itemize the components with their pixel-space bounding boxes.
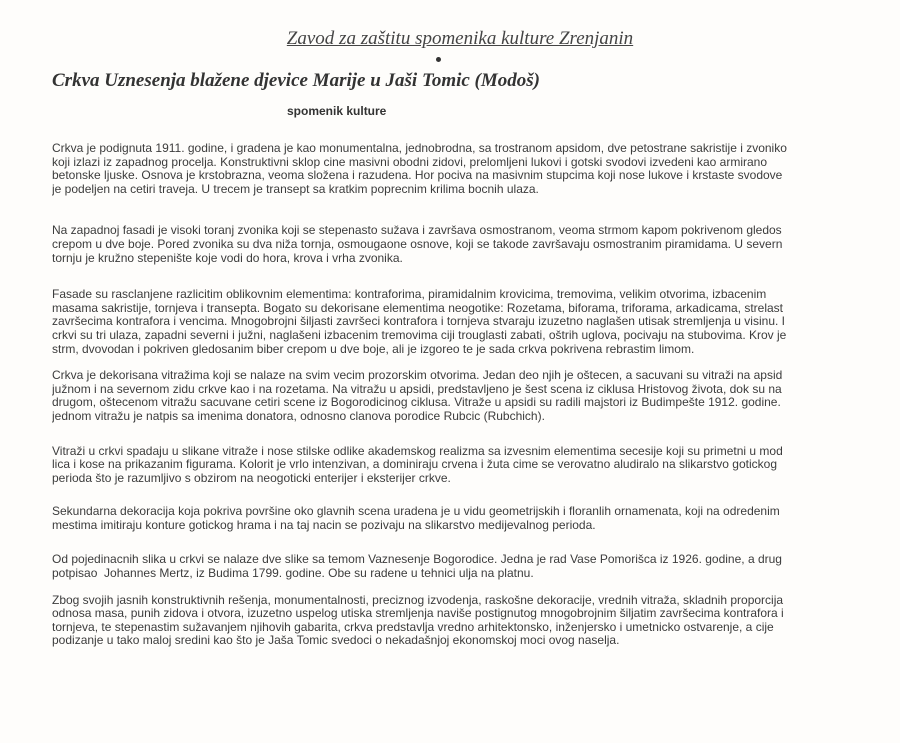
paragraph-stained-glass-style: Vitraži u crkvi spadaju u slikane vitraže i nose stilske odlike akademskog realizma sa izvesnim elementima secesije koji su primetni u mod lica i kose na prikazanim figurama. Kolorit je vrlo intenzivan, a dominiraju crvena i žuta cime se verovatno aludiralo na slikarstvo gotickog perioda što je razumljivo s obzirom na neogoticki enterijer i eksterijer crkve. (52, 444, 783, 485)
paragraph-west-facade: Na zapadnoj fasadi je visoki toranj zvonika koji se stepenasto sužava i završava osmostranom, veoma strmom kapom pokrivenom gledos crepom u dve boje. Pored zvonika su dva niža tornja, osmougaone osnove, koji se takode završavaju osmostranim piramidama. U severn tornju je kružno stepenište koje vodi do hora, krova i vrha zvonika. (52, 224, 783, 265)
bullet-dot (436, 57, 441, 62)
article-body (52, 142, 836, 648)
page-subtitle: spomenik kulture (287, 104, 387, 118)
paragraph-construction: Crkva je podignuta 1911. godine, i gradena je kao monumentalna, jednobrodna, sa trostranom apsidom, dve petostrane sakristije i zvoniko koji izlazi iz zapadnog procelja. Konstruktivni sklop cine masivni obodni zidovi, prelomljeni lukovi i gotski svodovi izvedeni kao armirano betonske ljuske. Osnova je krstobrazna, veoma složena i razudena. Hor pociva na masivnim stupcima koji nose lukove i krstaste svodove je podeljen na cetiri traveja. U trecem je transept sa kratkim poprecnim krilima bocnih ulaza. (52, 142, 787, 196)
page-title: Crkva Uznesenja blažene djevice Marije u Jaši Tomic (Modoš) (52, 70, 540, 91)
paragraph-paintings: Od pojedinacnih slika u crkvi se nalaze dve slike sa temom Vaznesenje Bogorodice. Jedna je rad Vase Pomorišca iz 1926. godine, a drug potpisao Johannes Mertz, iz Budima 1799. godine. Obe su radene u tehnici ulja na platnu. (52, 553, 782, 581)
paragraph-stained-glass: Crkva je dekorisana vitražima koji se nalaze na svim vecim prozorskim otvorima. Jedan deo njih je oštecen, a sacuvani su vitraži na apsid južnom i na severnom zidu crkve kao i na rozetama. Na vitražu u apsidi, predstavljeno je šest scena iz ciklusa Hristovog života, dok su na drugom, oštecenom vitražu sacuvane cetiri scene iz Bogorodicinog ciklusa. Vitraže u apsidi su radili majstori iz Budimpešte 1912. godine. jednom vitražu je natpis sa imenima donatora, odnosno clanova porodice Rubcic (Rubchich). (52, 369, 783, 423)
institute-link[interactable]: Zavod za zaštitu spomenika kulture Zrenjanin (286, 28, 634, 49)
paragraph-secondary-decoration: Sekundarna dekoracija koja pokriva površine oko glavnih scena uradena je u vidu geometrijskih i floranlih ornamenata, koji na odredenim mestima imitiraju konture gotickog hrama i na taj nacin se pozivaju na slikarstvo medijevalnog perioda. (52, 505, 780, 532)
paragraph-conclusion: Zbog svojih jasnih konstruktivnih rešenja, monumentalnosti, preciznog izvodenja, raskošne dekoracije, vrednih vitraža, skladnih proporcija odnosa masa, punih zidova i otvora, izuzetno uspelog utiska stremljenja naviše postignutog mnogobrojnim šiljatim završecima kontrafora i tornjeva, te stepenastim sužavanjem njihovih gabarita, crkva predstavlja vredno arhitektonsko, inženjersko i umetnicko ostvarenje, a cije podizanje u tako maloj sredini kao što je Jaša Tomic svedoci o nekadašnjoj ekonomskoj moci ovog naselja. (52, 593, 784, 648)
paragraph-facades: Fasade su rasclanjene razlicitim oblikovnim elementima: kontraforima, piramidalnim krovicima, tremovima, velikim otvorima, izbacenim masama sakristije, tornjeva i transepta. Bogato su dekorisane elementima neogotike: Rozetama, biforama, triforama, arkadicama, strelast završecima kontrafora i vencima. Mnogobrojni šiljasti završeci kontrafora i tornjeva stvaraju izuzetno naglašen utisak stremljenja u visinu. I crkvi su tri ulaza, zapadni severni i južni, naglašeni izbacenim tremovima ciji trouglasti zabati, oštrih uglova, pocivaju na stubovima. Krov je strm, dvovodan i pokriven gledosanim biber crepom u dve boje, ali je izgoreo te je sada crkva pokrivena rebrastim limom. (52, 288, 787, 356)
